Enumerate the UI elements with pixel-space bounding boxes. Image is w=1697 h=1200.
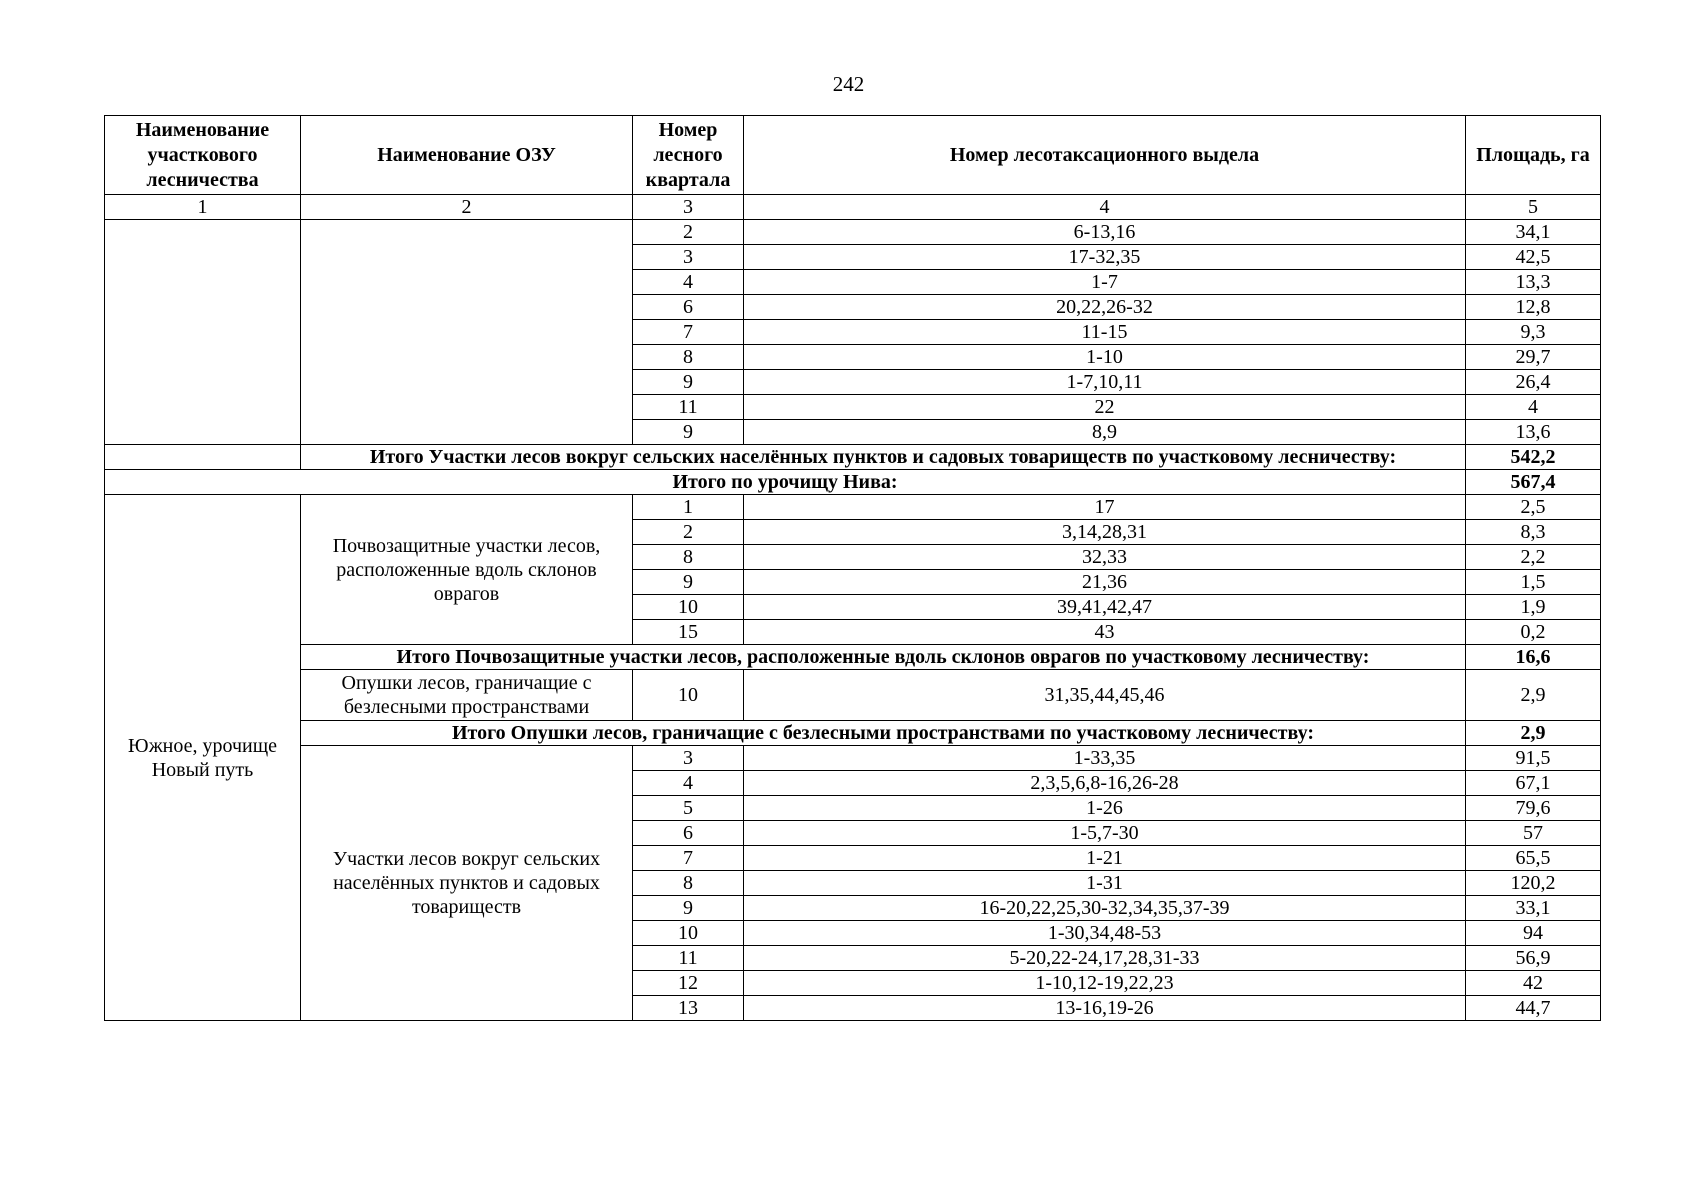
area-cell: 2,5 (1466, 495, 1601, 520)
column-number-row (105, 195, 1601, 220)
subtotal-row (105, 721, 1601, 746)
quarter-cell: 4 (633, 270, 744, 295)
quarter-cell: 12 (633, 971, 744, 996)
allotment-cell: 1-33,35 (744, 746, 1466, 771)
quarter-cell: 11 (633, 395, 744, 420)
area-cell: 57 (1466, 821, 1601, 846)
table-row (105, 220, 1601, 245)
allotment-cell: 2,3,5,6,8-16,26-28 (744, 771, 1466, 796)
allotment-cell: 21,36 (744, 570, 1466, 595)
area-cell: 4 (1466, 395, 1601, 420)
forestry-cell-empty (105, 220, 301, 445)
subtotal-label: Итого Опушки лесов, граничащие с безлесными пространствами по участковому лесничеству: (301, 721, 1466, 746)
quarter-cell: 1 (633, 495, 744, 520)
quarter-cell: 13 (633, 996, 744, 1021)
table-row (105, 495, 1601, 520)
subtotal-row (105, 445, 1601, 470)
total-value: 567,4 (1466, 470, 1601, 495)
subtotal-value: 2,9 (1466, 721, 1601, 746)
allotment-cell: 16-20,22,25,30-32,34,35,37-39 (744, 896, 1466, 921)
quarter-cell: 2 (633, 220, 744, 245)
quarter-cell: 8 (633, 545, 744, 570)
header-ozu: Наименование ОЗУ (301, 116, 633, 195)
area-cell: 9,3 (1466, 320, 1601, 345)
column-number: 3 (633, 195, 744, 220)
allotment-cell: 1-7,10,11 (744, 370, 1466, 395)
area-cell: 33,1 (1466, 896, 1601, 921)
area-cell: 1,5 (1466, 570, 1601, 595)
header-allotment: Номер лесотаксационного выдела (744, 116, 1466, 195)
subtotal-label: Итого Участки лесов вокруг сельских населённых пунктов и садовых товариществ по участковому лесничеству: (301, 445, 1466, 470)
allotment-cell: 6-13,16 (744, 220, 1466, 245)
quarter-cell: 3 (633, 746, 744, 771)
allotment-cell: 5-20,22-24,17,28,31-33 (744, 946, 1466, 971)
column-number: 5 (1466, 195, 1601, 220)
quarter-cell: 8 (633, 871, 744, 896)
quarter-cell: 6 (633, 821, 744, 846)
column-number: 4 (744, 195, 1466, 220)
allotment-cell: 1-7 (744, 270, 1466, 295)
forest-table (104, 115, 1601, 1021)
subtotal-value: 542,2 (1466, 445, 1601, 470)
subtotal-row (105, 645, 1601, 670)
allotment-cell: 17-32,35 (744, 245, 1466, 270)
quarter-cell: 7 (633, 320, 744, 345)
allotment-cell: 1-21 (744, 846, 1466, 871)
quarter-cell: 3 (633, 245, 744, 270)
header-area: Площадь, га (1466, 116, 1601, 195)
column-number: 2 (301, 195, 633, 220)
table-row (105, 746, 1601, 771)
area-cell: 26,4 (1466, 370, 1601, 395)
subtotal-value: 16,6 (1466, 645, 1601, 670)
area-cell: 34,1 (1466, 220, 1601, 245)
area-cell: 13,6 (1466, 420, 1601, 445)
allotment-cell: 3,14,28,31 (744, 520, 1466, 545)
area-cell: 56,9 (1466, 946, 1601, 971)
quarter-cell: 9 (633, 420, 744, 445)
allotment-cell: 1-10,12-19,22,23 (744, 971, 1466, 996)
table-header-row (105, 116, 1601, 195)
area-cell: 2,2 (1466, 545, 1601, 570)
quarter-cell: 9 (633, 896, 744, 921)
allotment-cell: 8,9 (744, 420, 1466, 445)
quarter-cell: 10 (633, 595, 744, 620)
ozu-cell-empty (301, 220, 633, 445)
area-cell: 8,3 (1466, 520, 1601, 545)
allotment-cell: 1-10 (744, 345, 1466, 370)
page-number: 242 (832, 72, 865, 96)
allotment-cell: 31,35,44,45,46 (744, 670, 1466, 721)
area-cell: 0,2 (1466, 620, 1601, 645)
table-row (105, 670, 1601, 721)
forestry-name-cell: Южное, урочище Новый путь (105, 495, 301, 1021)
ozu-name-cell: Опушки лесов, граничащие с безлесными пространствами (301, 670, 633, 721)
quarter-cell: 15 (633, 620, 744, 645)
allotment-cell: 13-16,19-26 (744, 996, 1466, 1021)
allotment-cell: 11-15 (744, 320, 1466, 345)
area-cell: 1,9 (1466, 595, 1601, 620)
allotment-cell: 17 (744, 495, 1466, 520)
total-label: Итого по урочищу Нива: (105, 470, 1466, 495)
area-cell: 67,1 (1466, 771, 1601, 796)
area-cell: 94 (1466, 921, 1601, 946)
allotment-cell: 1-26 (744, 796, 1466, 821)
quarter-cell: 9 (633, 570, 744, 595)
ozu-name-cell: Почвозащитные участки лесов, расположенные вдоль склонов оврагов (301, 495, 633, 645)
ozu-name-cell: Участки лесов вокруг сельских населённых пунктов и садовых товариществ (301, 746, 633, 1021)
header-quarter: Номер лесного квартала (633, 116, 744, 195)
quarter-cell: 11 (633, 946, 744, 971)
area-cell: 29,7 (1466, 345, 1601, 370)
area-cell: 42,5 (1466, 245, 1601, 270)
allotment-cell: 39,41,42,47 (744, 595, 1466, 620)
quarter-cell: 2 (633, 520, 744, 545)
area-cell: 120,2 (1466, 871, 1601, 896)
quarter-cell: 9 (633, 370, 744, 395)
allotment-cell: 32,33 (744, 545, 1466, 570)
area-cell: 44,7 (1466, 996, 1601, 1021)
allotment-cell: 22 (744, 395, 1466, 420)
quarter-cell: 10 (633, 670, 744, 721)
allotment-cell: 43 (744, 620, 1466, 645)
quarter-cell: 4 (633, 771, 744, 796)
quarter-cell: 6 (633, 295, 744, 320)
quarter-cell: 10 (633, 921, 744, 946)
column-number: 1 (105, 195, 301, 220)
forestry-cell-empty (105, 445, 301, 470)
subtotal-label: Итого Почвозащитные участки лесов, расположенные вдоль склонов оврагов по участковому лесничеству: (301, 645, 1466, 670)
allotment-cell: 1-5,7-30 (744, 821, 1466, 846)
allotment-cell: 1-30,34,48-53 (744, 921, 1466, 946)
area-cell: 2,9 (1466, 670, 1601, 721)
quarter-cell: 5 (633, 796, 744, 821)
quarter-cell: 7 (633, 846, 744, 871)
allotment-cell: 1-31 (744, 871, 1466, 896)
area-cell: 65,5 (1466, 846, 1601, 871)
area-cell: 91,5 (1466, 746, 1601, 771)
area-cell: 42 (1466, 971, 1601, 996)
allotment-cell: 20,22,26-32 (744, 295, 1466, 320)
area-cell: 13,3 (1466, 270, 1601, 295)
total-row (105, 470, 1601, 495)
area-cell: 12,8 (1466, 295, 1601, 320)
header-forestry: Наименование участкового лесничества (105, 116, 301, 195)
quarter-cell: 8 (633, 345, 744, 370)
area-cell: 79,6 (1466, 796, 1601, 821)
